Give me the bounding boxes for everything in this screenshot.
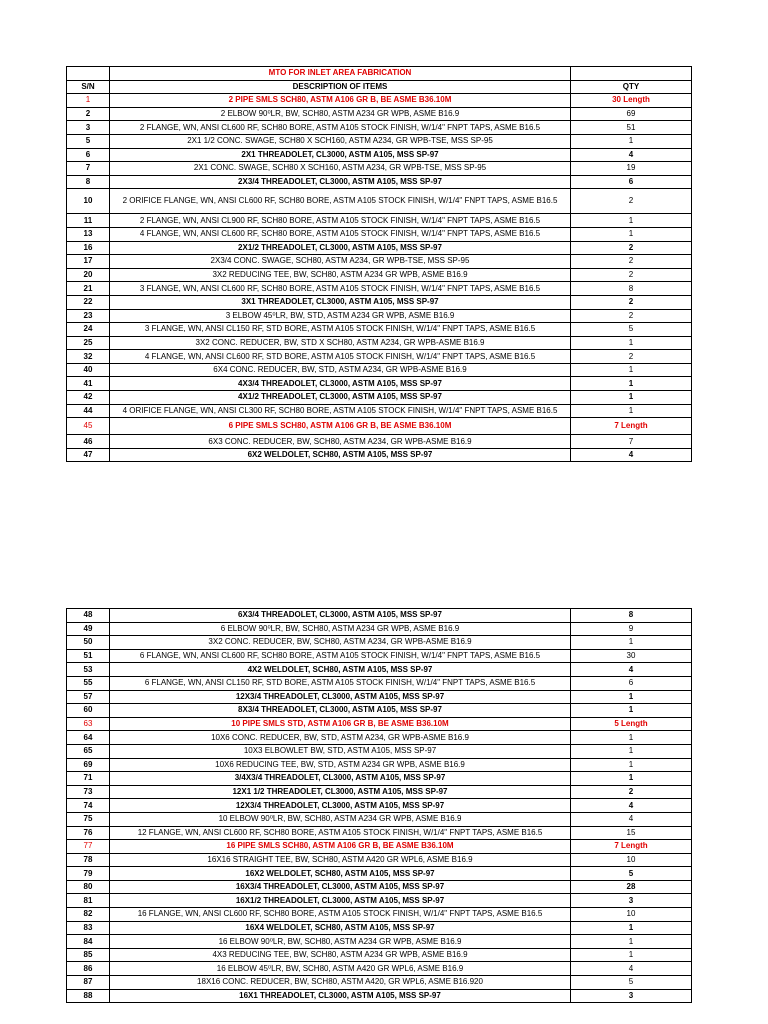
item-description: 12X1 1/2 THREADOLET, CL3000, ASTM A105, MSS SP-97 [110,785,571,799]
table-row [67,350,692,364]
item-qty: 8 [571,609,692,623]
item-sn: 20 [67,268,110,282]
table-row [67,799,692,813]
item-qty: 4 [571,962,692,976]
item-qty: 1 [571,363,692,377]
item-qty: 2 [571,189,692,214]
item-qty: 5 Length [571,717,692,731]
table-row [67,241,692,255]
item-description: 6X3/4 THREADOLET, CL3000, ASTM A105, MSS SP-97 [110,609,571,623]
item-description: 2 ORIFICE FLANGE, WN, ANSI CL600 RF, SCH80 BORE, ASTM A105 STOCK FINISH, W/1/4" FNPT TAPS, ASME B16.5 [110,189,571,214]
item-sn: 88 [67,989,110,1003]
item-description: 10X3 ELBOWLET BW, STD, ASTM A105, MSS SP-97 [110,744,571,758]
item-description: 10 PIPE SMLS STD, ASTM A106 GR B, BE ASME B36.10M [110,717,571,731]
item-description: 10X6 CONC. REDUCER, BW, STD, ASTM A234, GR WPB-ASME B16.9 [110,731,571,745]
item-qty: 1 [571,391,692,405]
item-description: 10 ELBOW 90⁰LR, BW, SCH80, ASTM A234 GR WPB, ASME B16.9 [110,812,571,826]
item-description: 16X1/2 THREADOLET, CL3000, ASTM A105, MSS SP-97 [110,894,571,908]
mto-table-page2 [66,608,692,1003]
item-sn: 16 [67,241,110,255]
item-description: 3X1 THREADOLET, CL3000, ASTM A105, MSS SP-97 [110,295,571,309]
item-qty: 1 [571,690,692,704]
item-sn: 2 [67,107,110,121]
item-qty: 5 [571,323,692,337]
item-description: 16X4 WELDOLET, SCH80, ASTM A105, MSS SP-97 [110,921,571,935]
table-row [67,690,692,704]
item-sn: 63 [67,717,110,731]
item-description: 2X1 THREADOLET, CL3000, ASTM A105, MSS SP-97 [110,148,571,162]
item-description: 6 FLANGE, WN, ANSI CL600 RF, SCH80 BORE, ASTM A105 STOCK FINISH, W/1/4" FNPT TAPS, ASME B16.5 [110,649,571,663]
item-sn: 53 [67,663,110,677]
table-row [67,282,692,296]
table-row [67,94,692,108]
item-sn: 44 [67,404,110,418]
table-row [67,989,692,1003]
item-qty: 8 [571,282,692,296]
item-description: 16 ELBOW 90⁰LR, BW, SCH80, ASTM A234 GR WPB, ASME B16.9 [110,935,571,949]
item-qty: 1 [571,377,692,391]
item-sn: 69 [67,758,110,772]
title-empty-cell [571,67,692,81]
item-qty: 4 [571,799,692,813]
item-description: 16X1 THREADOLET, CL3000, ASTM A105, MSS SP-97 [110,989,571,1003]
item-description: 4 ORIFICE FLANGE, WN, ANSI CL300 RF, SCH80 BORE, ASTM A105 STOCK FINISH, W/1/4" FNPT TAPS, ASME B16.5 [110,404,571,418]
item-description: 4X1/2 THREADOLET, CL3000, ASTM A105, MSS SP-97 [110,391,571,405]
table-row [67,676,692,690]
item-sn: 57 [67,690,110,704]
item-description: 3/4X3/4 THREADOLET, CL3000, ASTM A105, MSS SP-97 [110,772,571,786]
item-qty: 7 [571,435,692,449]
item-sn: 85 [67,948,110,962]
table-row [67,121,692,135]
item-description: 18X16 CONC. REDUCER, BW, SCH80, ASTM A420, GR WPL6, ASME B16.920 [110,976,571,990]
table-row [67,107,692,121]
item-description: 2X3/4 THREADOLET, CL3000, ASTM A105, MSS SP-97 [110,175,571,189]
item-description: 3 ELBOW 45⁰LR, BW, STD, ASTM A234 GR WPB, ASME B16.9 [110,309,571,323]
item-qty: 7 Length [571,840,692,854]
table-row [67,214,692,228]
table-row [67,175,692,189]
item-qty: 2 [571,295,692,309]
item-sn: 8 [67,175,110,189]
item-sn: 41 [67,377,110,391]
item-qty: 7 Length [571,418,692,435]
item-sn: 47 [67,448,110,462]
item-qty: 4 [571,448,692,462]
item-sn: 42 [67,391,110,405]
table-row [67,363,692,377]
item-sn: 79 [67,867,110,881]
item-qty: 1 [571,227,692,241]
item-description: 16X2 WELDOLET, SCH80, ASTM A105, MSS SP-97 [110,867,571,881]
item-sn: 83 [67,921,110,935]
table-row [67,404,692,418]
item-description: 3X2 REDUCING TEE, BW, SCH80, ASTM A234 GR WPB, ASME B16.9 [110,268,571,282]
item-qty: 1 [571,948,692,962]
item-qty: 4 [571,148,692,162]
item-sn: 87 [67,976,110,990]
table-row [67,744,692,758]
item-qty: 5 [571,867,692,881]
item-sn: 5 [67,134,110,148]
item-description: 4 FLANGE, WN, ANSI CL600 RF, STD BORE, ASTM A105 STOCK FINISH, W/1/4" FNPT TAPS, ASME B16.5 [110,350,571,364]
header-row [67,80,692,94]
item-sn: 51 [67,649,110,663]
item-description: 6 FLANGE, WN, ANSI CL150 RF, STD BORE, ASTM A105 STOCK FINISH, W/1/4" FNPT TAPS, ASME B16.5 [110,676,571,690]
item-description: 2 FLANGE, WN, ANSI CL900 RF, SCH80 BORE, ASTM A105 STOCK FINISH, W/1/4" FNPT TAPS, ASME B16.5 [110,214,571,228]
table-row [67,448,692,462]
table-row [67,377,692,391]
table-row [67,717,692,731]
item-description: 6 PIPE SMLS SCH80, ASTM A106 GR B, BE ASME B36.10M [110,418,571,435]
item-sn: 49 [67,622,110,636]
item-description: 10X6 REDUCING TEE, BW, STD, ASTM A234 GR WPB, ASME B16.9 [110,758,571,772]
table-row [67,227,692,241]
item-description: 3X2 CONC. REDUCER, BW, STD X SCH80, ASTM A234, GR WPB-ASME B16.9 [110,336,571,350]
item-description: 3X2 CONC. REDUCER, BW, SCH80, ASTM A234, GR WPB-ASME B16.9 [110,636,571,650]
table-row [67,663,692,677]
table-row [67,962,692,976]
table-row [67,189,692,214]
table-row [67,268,692,282]
item-qty: 1 [571,935,692,949]
table-row [67,935,692,949]
item-qty: 1 [571,704,692,718]
item-description: 12 FLANGE, WN, ANSI CL600 RF, SCH80 BORE, ASTM A105 STOCK FINISH, W/1/4" FNPT TAPS, ASME B16.5 [110,826,571,840]
item-sn: 71 [67,772,110,786]
table-row [67,772,692,786]
item-description: 16 PIPE SMLS SCH80, ASTM A106 GR B, BE ASME B36.10M [110,840,571,854]
item-sn: 40 [67,363,110,377]
item-sn: 21 [67,282,110,296]
table-row [67,622,692,636]
item-description: 12X3/4 THREADOLET, CL3000, ASTM A105, MSS SP-97 [110,690,571,704]
item-qty: 10 [571,908,692,922]
item-sn: 11 [67,214,110,228]
item-sn: 25 [67,336,110,350]
table-row [67,976,692,990]
item-description: 4X3 REDUCING TEE, BW, SCH80, ASTM A234 GR WPB, ASME B16.9 [110,948,571,962]
item-sn: 1 [67,94,110,108]
item-description: 6X4 CONC. REDUCER, BW, STD, ASTM A234, GR WPB-ASME B16.9 [110,363,571,377]
item-description: 16X16 STRAIGHT TEE, BW, SCH80, ASTM A420 GR WPL6, ASME B16.9 [110,853,571,867]
table-row [67,867,692,881]
item-sn: 32 [67,350,110,364]
item-sn: 24 [67,323,110,337]
item-description: 3 FLANGE, WN, ANSI CL150 RF, STD BORE, ASTM A105 STOCK FINISH, W/1/4" FNPT TAPS, ASME B16.5 [110,323,571,337]
item-sn: 46 [67,435,110,449]
item-qty: 1 [571,731,692,745]
table-row [67,853,692,867]
item-qty: 1 [571,214,692,228]
item-sn: 82 [67,908,110,922]
item-description: 8X3/4 THREADOLET, CL3000, ASTM A105, MSS SP-97 [110,704,571,718]
table-row [67,323,692,337]
item-qty: 2 [571,268,692,282]
item-qty: 6 [571,676,692,690]
item-qty: 30 [571,649,692,663]
item-sn: 10 [67,189,110,214]
item-description: 2 FLANGE, WN, ANSI CL600 RF, SCH80 BORE, ASTM A105 STOCK FINISH, W/1/4" FNPT TAPS, ASME B16.5 [110,121,571,135]
item-qty: 30 Length [571,94,692,108]
item-description: 6X2 WELDOLET, SCH80, ASTM A105, MSS SP-97 [110,448,571,462]
item-description: 16X3/4 THREADOLET, CL3000, ASTM A105, MSS SP-97 [110,880,571,894]
table-row [67,826,692,840]
table-row [67,295,692,309]
item-sn: 81 [67,894,110,908]
item-description: 6X3 CONC. REDUCER, BW, SCH80, ASTM A234, GR WPB-ASME B16.9 [110,435,571,449]
item-description: 16 FLANGE, WN, ANSI CL600 RF, SCH80 BORE, ASTM A105 STOCK FINISH, W/1/4" FNPT TAPS, ASME B16.5 [110,908,571,922]
item-qty: 2 [571,350,692,364]
item-sn: 7 [67,162,110,176]
item-qty: 69 [571,107,692,121]
item-description: 4X3/4 THREADOLET, CL3000, ASTM A105, MSS SP-97 [110,377,571,391]
item-description: 2 ELBOW 90⁰LR, BW, SCH80, ASTM A234 GR WPB, ASME B16.9 [110,107,571,121]
table-row [67,418,692,435]
table-row [67,948,692,962]
item-description: 2X3/4 CONC. SWAGE, SCH80, ASTM A234, GR WPB-TSE, MSS SP-95 [110,255,571,269]
item-qty: 19 [571,162,692,176]
item-sn: 74 [67,799,110,813]
table-row [67,704,692,718]
header-sn: S/N [67,80,110,94]
item-qty: 1 [571,772,692,786]
table-row [67,758,692,772]
item-qty: 3 [571,894,692,908]
item-qty: 1 [571,758,692,772]
header-description: DESCRIPTION OF ITEMS [110,80,571,94]
item-qty: 1 [571,636,692,650]
table-row [67,636,692,650]
table-row [67,336,692,350]
item-qty: 9 [571,622,692,636]
table-row [67,609,692,623]
item-sn: 50 [67,636,110,650]
item-qty: 1 [571,336,692,350]
table-row [67,812,692,826]
header-qty: QTY [571,80,692,94]
item-sn: 3 [67,121,110,135]
item-qty: 15 [571,826,692,840]
item-sn: 86 [67,962,110,976]
table-row [67,840,692,854]
item-sn: 13 [67,227,110,241]
item-description: 12X3/4 THREADOLET, CL3000, ASTM A105, MSS SP-97 [110,799,571,813]
item-sn: 48 [67,609,110,623]
item-sn: 45 [67,418,110,435]
item-sn: 6 [67,148,110,162]
item-sn: 77 [67,840,110,854]
item-qty: 1 [571,744,692,758]
item-description: 6 ELBOW 90⁰LR, BW, SCH80, ASTM A234 GR WPB, ASME B16.9 [110,622,571,636]
item-description: 3 FLANGE, WN, ANSI CL600 RF, SCH80 BORE, ASTM A105 STOCK FINISH, W/1/4" FNPT TAPS, ASME B16.5 [110,282,571,296]
table-row [67,435,692,449]
item-qty: 1 [571,921,692,935]
table-row [67,391,692,405]
item-description: 4 FLANGE, WN, ANSI CL600 RF, SCH80 BORE, ASTM A105 STOCK FINISH, W/1/4" FNPT TAPS, ASME B16.5 [110,227,571,241]
table-row [67,148,692,162]
item-qty: 2 [571,309,692,323]
item-sn: 80 [67,880,110,894]
item-sn: 75 [67,812,110,826]
table-row [67,309,692,323]
table-row [67,894,692,908]
item-sn: 23 [67,309,110,323]
item-description: 16 ELBOW 45⁰LR, BW, SCH80, ASTM A420 GR WPL6, ASME B16.9 [110,962,571,976]
item-description: 2X1/2 THREADOLET, CL3000, ASTM A105, MSS SP-97 [110,241,571,255]
table-row [67,921,692,935]
table-row [67,880,692,894]
item-description: 2 PIPE SMLS SCH80, ASTM A106 GR B, BE ASME B36.10M [110,94,571,108]
item-qty: 2 [571,255,692,269]
item-qty: 2 [571,785,692,799]
title-row [67,67,692,81]
table-row [67,649,692,663]
item-sn: 84 [67,935,110,949]
table-row [67,908,692,922]
table-row [67,134,692,148]
table-row [67,255,692,269]
item-sn: 55 [67,676,110,690]
item-qty: 2 [571,241,692,255]
item-qty: 6 [571,175,692,189]
item-qty: 1 [571,404,692,418]
item-qty: 10 [571,853,692,867]
table-row [67,731,692,745]
item-description: 2X1 1/2 CONC. SWAGE, SCH80 X SCH160, ASTM A234, GR WPB-TSE, MSS SP-95 [110,134,571,148]
item-sn: 73 [67,785,110,799]
table-row [67,162,692,176]
table-row [67,785,692,799]
item-description: 4X2 WELDOLET, SCH80, ASTM A105, MSS SP-97 [110,663,571,677]
item-qty: 1 [571,134,692,148]
item-qty: 4 [571,663,692,677]
item-qty: 4 [571,812,692,826]
item-description: 2X1 CONC. SWAGE, SCH80 X SCH160, ASTM A234, GR WPB-TSE, MSS SP-95 [110,162,571,176]
item-sn: 76 [67,826,110,840]
item-qty: 3 [571,989,692,1003]
mto-table-page1 [66,66,692,462]
item-sn: 65 [67,744,110,758]
item-sn: 64 [67,731,110,745]
item-qty: 28 [571,880,692,894]
item-qty: 51 [571,121,692,135]
item-sn: 78 [67,853,110,867]
item-sn: 22 [67,295,110,309]
title-empty-cell [67,67,110,81]
table-title: MTO FOR INLET AREA FABRICATION [110,67,571,81]
item-sn: 60 [67,704,110,718]
item-sn: 17 [67,255,110,269]
item-qty: 5 [571,976,692,990]
